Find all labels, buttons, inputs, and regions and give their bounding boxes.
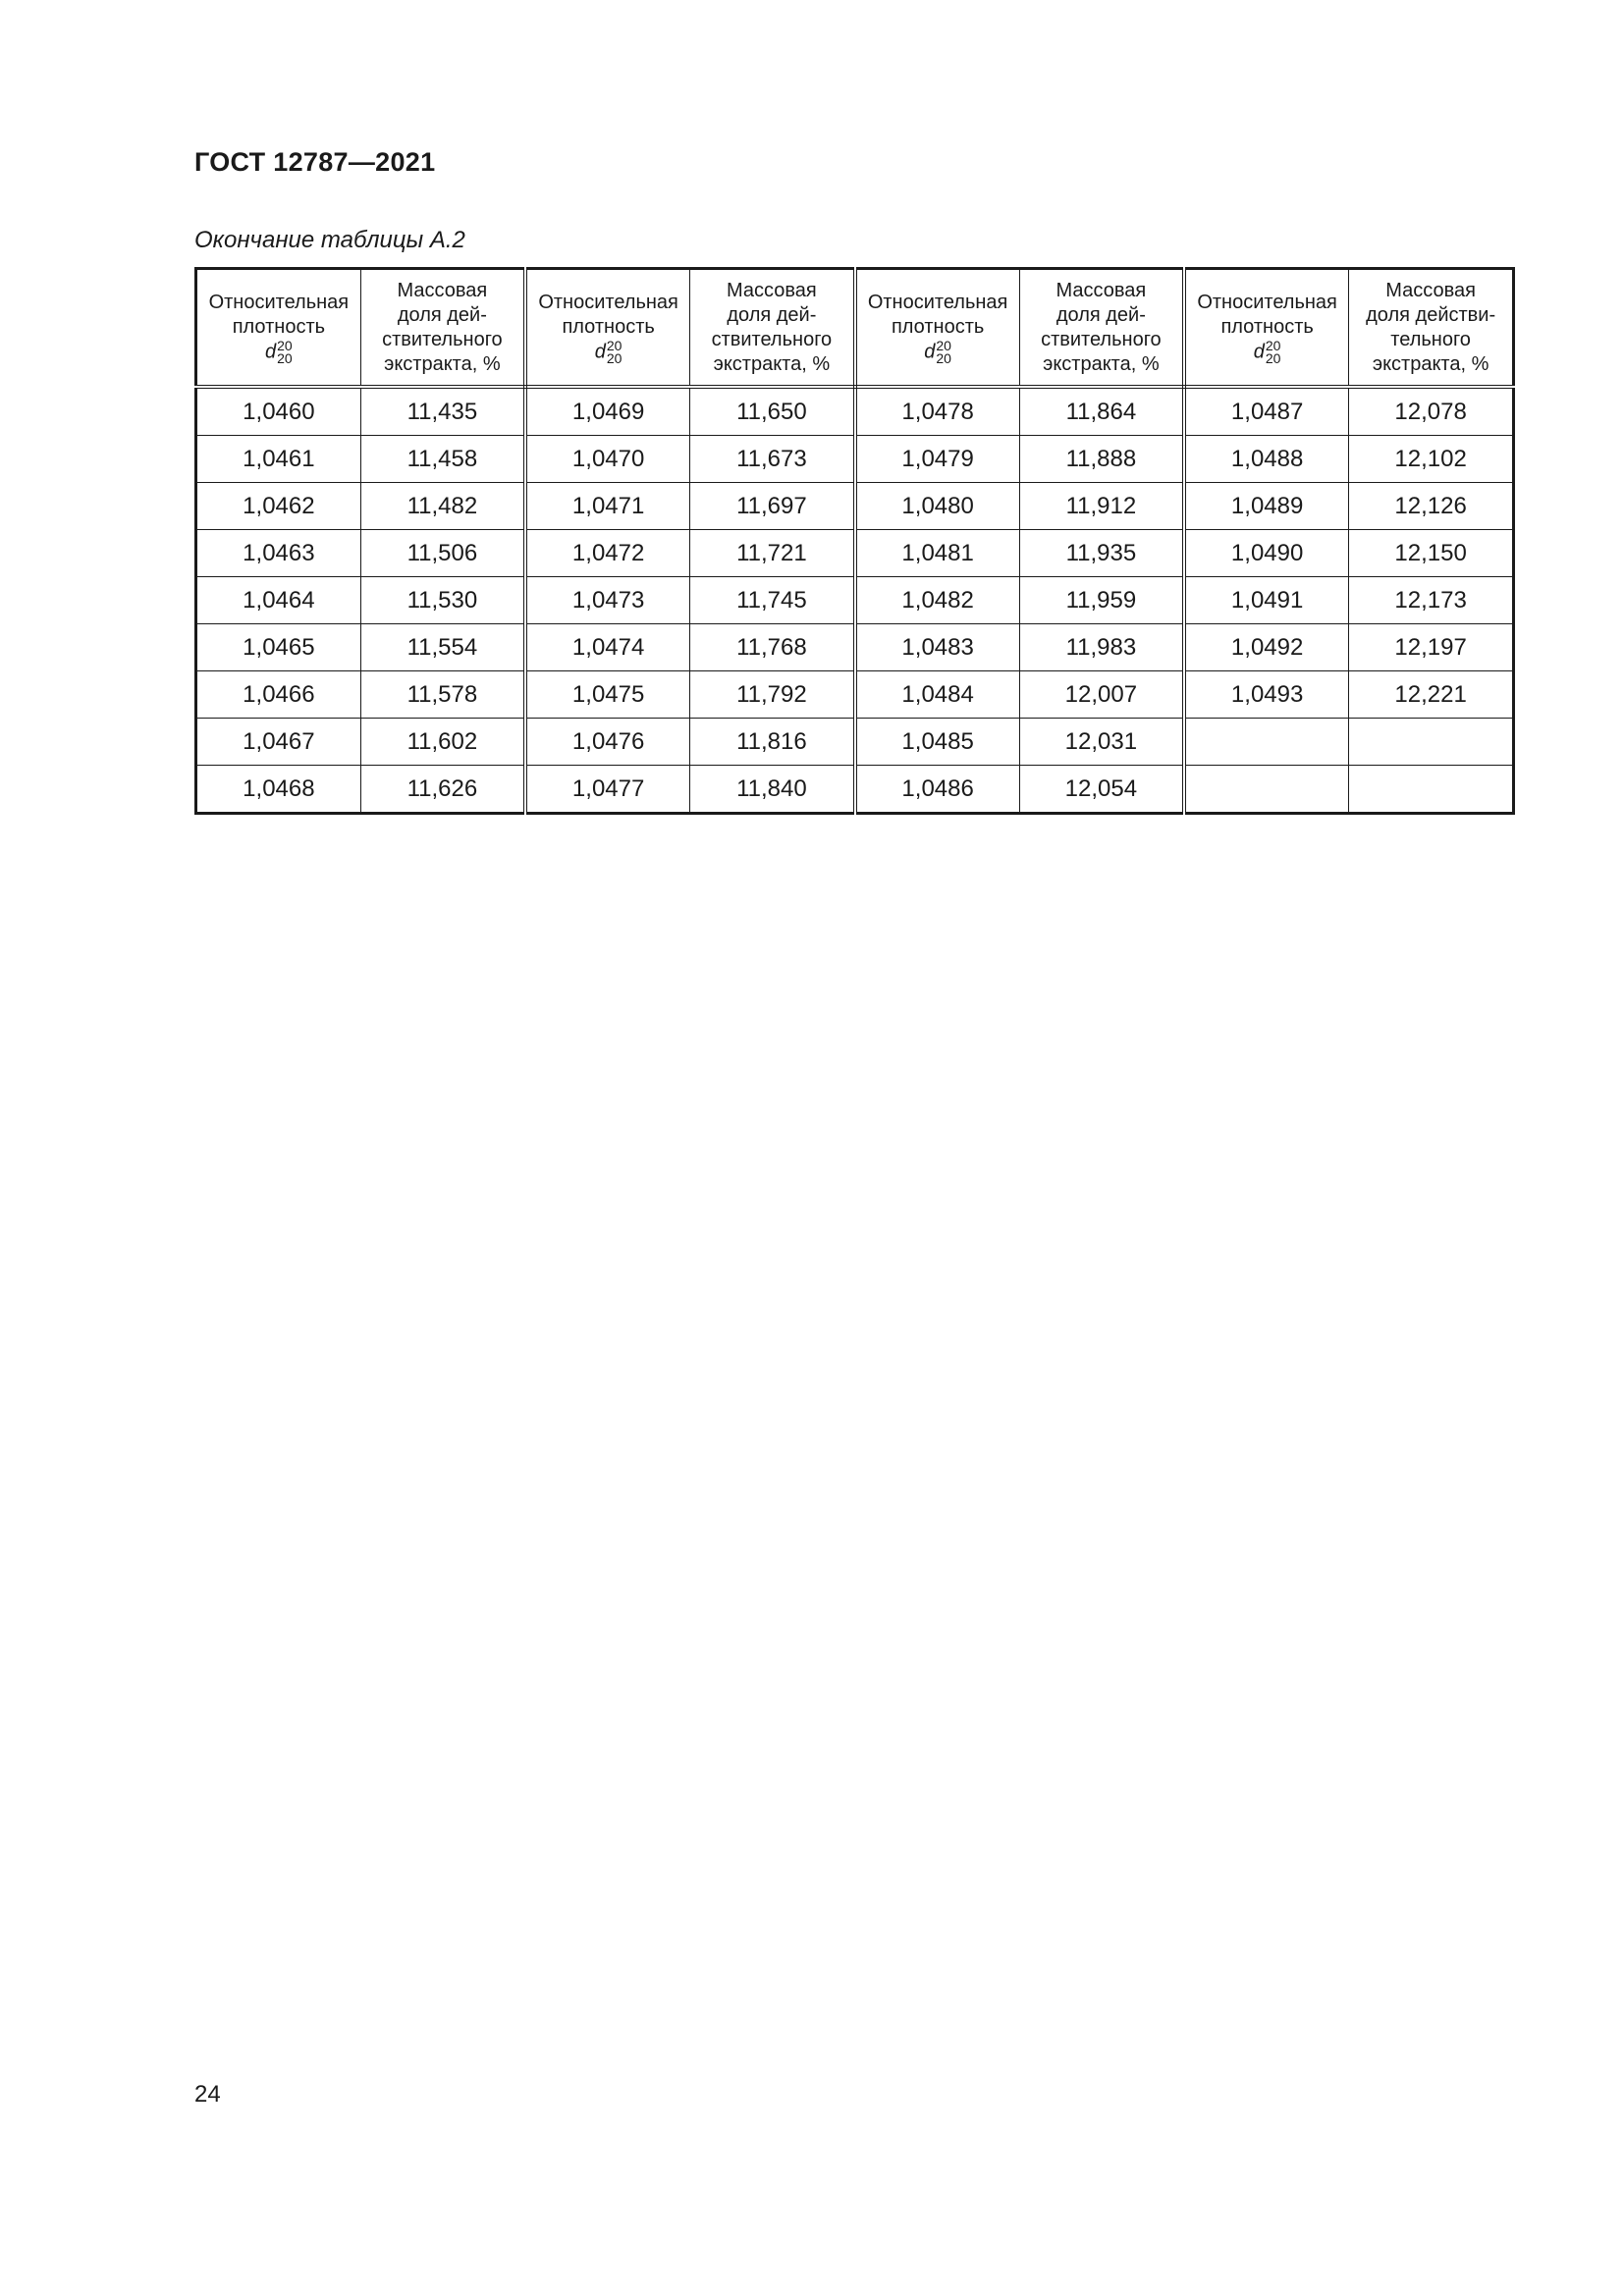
table-cell: 1,0477 <box>525 766 690 814</box>
column-header-extract <box>360 269 525 388</box>
table-cell: 11,983 <box>1019 624 1184 671</box>
table-cell: 1,0464 <box>196 577 361 624</box>
table-cell: 1,0467 <box>196 719 361 766</box>
density-extract-table <box>194 267 1515 815</box>
table-cell: 11,482 <box>360 483 525 530</box>
table-cell: 11,959 <box>1019 577 1184 624</box>
table-cell: 11,602 <box>360 719 525 766</box>
header-line: доля действи- <box>1366 303 1496 326</box>
table-row <box>196 483 1514 530</box>
symbol-superscript: 20 <box>936 337 951 353</box>
header-line: экстракта, % <box>713 352 831 375</box>
table-cell: 12,078 <box>1349 387 1514 436</box>
table-cell: 11,745 <box>690 577 855 624</box>
table-cell: 11,912 <box>1019 483 1184 530</box>
table-cell: 1,0485 <box>855 719 1020 766</box>
header-line: Относительная <box>538 291 678 313</box>
symbol-letter: d <box>265 340 277 362</box>
symbol-superscript: 20 <box>1265 337 1281 353</box>
table-cell: 12,102 <box>1349 436 1514 483</box>
table-row <box>196 577 1514 624</box>
symbol-subscript: 20 <box>277 349 293 366</box>
header-line: доля дей- <box>397 303 487 326</box>
table-cell <box>1349 719 1514 766</box>
table-cell <box>1184 766 1349 814</box>
table-cell: 11,792 <box>690 671 855 719</box>
table-cell: 12,007 <box>1019 671 1184 719</box>
header-row <box>196 269 1514 388</box>
table-cell: 1,0470 <box>525 436 690 483</box>
header-line: плотность <box>232 315 326 338</box>
table-cell: 1,0465 <box>196 624 361 671</box>
table-cell: 11,458 <box>360 436 525 483</box>
symbol-subscript: 20 <box>606 349 623 366</box>
density-symbol <box>1186 337 1348 366</box>
table-cell: 11,721 <box>690 530 855 577</box>
table-cell: 1,0483 <box>855 624 1020 671</box>
table-cell: 1,0475 <box>525 671 690 719</box>
column-header-density <box>196 269 361 388</box>
table-cell: 12,150 <box>1349 530 1514 577</box>
header-line: ствительного <box>711 328 833 350</box>
table-caption: Окончание таблицы А.2 <box>194 227 465 253</box>
table-cell: 1,0484 <box>855 671 1020 719</box>
header-line: экстракта, % <box>1372 352 1489 375</box>
table-cell: 1,0491 <box>1184 577 1349 624</box>
table-row <box>196 719 1514 766</box>
density-symbol <box>857 337 1019 366</box>
table-cell <box>1349 766 1514 814</box>
table-cell: 11,673 <box>690 436 855 483</box>
table-cell: 1,0488 <box>1184 436 1349 483</box>
table-header <box>196 269 1514 388</box>
table-row <box>196 387 1514 436</box>
table-cell: 12,054 <box>1019 766 1184 814</box>
table-cell: 11,435 <box>360 387 525 436</box>
table-cell: 11,578 <box>360 671 525 719</box>
table-cell: 1,0481 <box>855 530 1020 577</box>
table-cell: 1,0492 <box>1184 624 1349 671</box>
table-cell: 1,0493 <box>1184 671 1349 719</box>
table-row <box>196 436 1514 483</box>
symbol-subscript: 20 <box>1265 349 1281 366</box>
header-line: плотность <box>562 315 655 338</box>
table-cell: 11,816 <box>690 719 855 766</box>
header-line: плотность <box>891 315 985 338</box>
header-line: доля дей- <box>1056 303 1146 326</box>
table-cell: 11,530 <box>360 577 525 624</box>
document-header: ГОСТ 12787—2021 <box>194 147 436 177</box>
column-header-density <box>855 269 1020 388</box>
table-cell: 11,697 <box>690 483 855 530</box>
page-number: 24 <box>194 2081 221 2108</box>
symbol-letter: d <box>594 340 606 362</box>
table-cell: 11,506 <box>360 530 525 577</box>
table-cell <box>1184 719 1349 766</box>
header-line: экстракта, % <box>1043 352 1160 375</box>
table-cell: 1,0469 <box>525 387 690 436</box>
table-cell: 11,650 <box>690 387 855 436</box>
symbol-superscript: 20 <box>606 337 623 353</box>
column-header-extract <box>690 269 855 388</box>
table-cell: 12,221 <box>1349 671 1514 719</box>
table-cell: 11,840 <box>690 766 855 814</box>
table-cell: 1,0473 <box>525 577 690 624</box>
table-body <box>196 387 1514 814</box>
table-cell: 1,0476 <box>525 719 690 766</box>
table-cell: 11,626 <box>360 766 525 814</box>
table-cell: 12,197 <box>1349 624 1514 671</box>
table-cell: 1,0462 <box>196 483 361 530</box>
header-line: доля дей- <box>727 303 817 326</box>
density-symbol <box>197 337 360 366</box>
table-cell: 12,173 <box>1349 577 1514 624</box>
header-line: Относительная <box>867 291 1008 313</box>
table-cell: 1,0463 <box>196 530 361 577</box>
table-cell: 11,864 <box>1019 387 1184 436</box>
table-cell: 1,0490 <box>1184 530 1349 577</box>
table-row <box>196 671 1514 719</box>
table-cell: 12,031 <box>1019 719 1184 766</box>
table-cell: 11,935 <box>1019 530 1184 577</box>
header-line: ствительного <box>1041 328 1162 350</box>
column-header-extract <box>1019 269 1184 388</box>
header-line: ствительного <box>382 328 503 350</box>
header-line: Массовая <box>1385 279 1476 301</box>
header-line: Массовая <box>727 279 817 301</box>
symbol-indices <box>936 337 951 366</box>
header-line: экстракта, % <box>384 352 501 375</box>
table-cell: 1,0474 <box>525 624 690 671</box>
table-cell: 1,0461 <box>196 436 361 483</box>
table-cell: 1,0466 <box>196 671 361 719</box>
table-cell: 11,554 <box>360 624 525 671</box>
header-line: Массовая <box>1056 279 1147 301</box>
table-cell: 1,0460 <box>196 387 361 436</box>
table-cell: 1,0489 <box>1184 483 1349 530</box>
table-row <box>196 766 1514 814</box>
header-line: Относительная <box>208 291 350 313</box>
symbol-letter: d <box>924 340 936 362</box>
table-cell: 1,0468 <box>196 766 361 814</box>
symbol-letter: d <box>1253 340 1265 362</box>
table-cell: 11,768 <box>690 624 855 671</box>
column-header-density <box>1184 269 1349 388</box>
table-cell: 1,0487 <box>1184 387 1349 436</box>
table-cell: 1,0472 <box>525 530 690 577</box>
column-header-extract <box>1349 269 1514 388</box>
table-cell: 12,126 <box>1349 483 1514 530</box>
symbol-subscript: 20 <box>936 349 951 366</box>
table-cell: 11,888 <box>1019 436 1184 483</box>
table-cell: 1,0482 <box>855 577 1020 624</box>
header-line: Относительная <box>1197 291 1337 313</box>
table-cell: 1,0478 <box>855 387 1020 436</box>
table-cell: 1,0486 <box>855 766 1020 814</box>
symbol-superscript: 20 <box>277 337 293 353</box>
header-line: тельного <box>1390 328 1471 350</box>
header-line: плотность <box>1220 315 1314 338</box>
column-header-density <box>525 269 690 388</box>
density-symbol <box>527 337 689 366</box>
symbol-indices <box>606 337 623 366</box>
table-cell: 1,0479 <box>855 436 1020 483</box>
symbol-indices <box>277 337 293 366</box>
header-line: Массовая <box>397 279 488 301</box>
table-cell: 1,0471 <box>525 483 690 530</box>
table-row <box>196 624 1514 671</box>
table-row <box>196 530 1514 577</box>
symbol-indices <box>1265 337 1281 366</box>
table-cell: 1,0480 <box>855 483 1020 530</box>
